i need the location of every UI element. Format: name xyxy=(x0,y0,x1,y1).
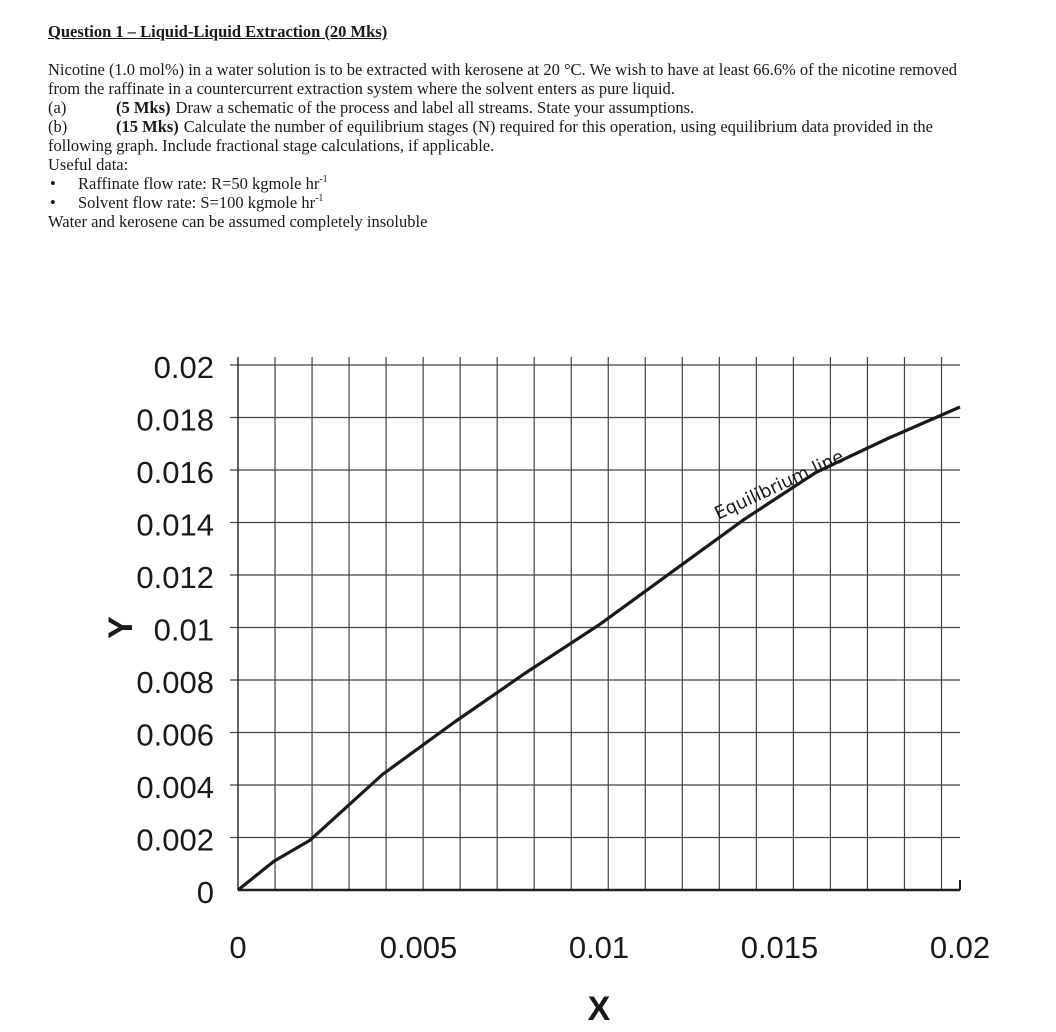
part-b-marks: (15 Mks) xyxy=(116,117,179,136)
x-tick-label: 0.01 xyxy=(568,930,630,965)
x-tick-label: 0.02 xyxy=(929,930,991,965)
useful-data-text: Raffinate flow rate: R=50 kgmole hr xyxy=(78,174,320,193)
part-b xyxy=(48,117,983,155)
part-b-text: Calculate the number of equilibrium stages (N) required for this operation, using equilibrium data provided in the following graph. Include fractional stage calculations, if applicable. xyxy=(48,117,933,155)
question-intro: Nicotine (1.0 mol%) in a water solution is to be extracted with kerosene at 20 °C. We wish to have at least 66.6% of the nicotine removed from the raffinate in a countercurrent extraction system where the solvent enters as pure liquid. xyxy=(48,60,958,98)
part-a xyxy=(48,98,983,117)
useful-data-heading: Useful data: xyxy=(48,155,129,174)
y-tick-label: 0.006 xyxy=(136,717,214,753)
bullet-icon: • xyxy=(50,193,56,212)
question-title: Question 1 – Liquid-Liquid Extraction (20 Mks) xyxy=(48,22,388,41)
equilibrium-line-annotation: Equilibrium line xyxy=(711,446,848,525)
equilibrium-line xyxy=(238,407,960,890)
useful-data-sup: -1 xyxy=(315,192,324,204)
y-tick-label: 0.018 xyxy=(136,402,214,438)
useful-data-list xyxy=(48,174,983,212)
y-tick-label: 0.004 xyxy=(136,770,214,805)
useful-data-sup: -1 xyxy=(319,173,328,185)
x-tick-label: 0 xyxy=(229,930,247,965)
y-tick-label: 0.014 xyxy=(136,507,214,543)
question-document xyxy=(48,22,983,231)
x-tick-label: 0.015 xyxy=(740,930,819,965)
y-tick-label: 0.012 xyxy=(136,560,214,595)
note: Water and kerosene can be assumed completely insoluble xyxy=(48,212,428,231)
part-a-text: Draw a schematic of the process and label all streams. State your assumptions. xyxy=(175,98,695,117)
useful-data-item xyxy=(48,193,983,212)
useful-data-item xyxy=(48,174,983,193)
y-tick-label: 0.02 xyxy=(153,350,214,385)
x-axis-label: X xyxy=(587,990,611,1028)
part-b-label: (b) xyxy=(48,117,68,136)
y-tick-label: 0 xyxy=(196,875,214,910)
useful-data-text: Solvent flow rate: S=100 kgmole hr xyxy=(78,193,316,212)
y-tick-label: 0.016 xyxy=(136,455,214,490)
part-a-label: (a) xyxy=(48,98,67,117)
y-tick-label: 0.01 xyxy=(153,612,214,648)
y-tick-label: 0.002 xyxy=(136,822,214,858)
equilibrium-chart xyxy=(0,330,1056,1030)
y-tick-label: 0.008 xyxy=(136,665,214,700)
x-tick-label: 0.005 xyxy=(379,930,458,965)
part-a-marks: (5 Mks) xyxy=(116,98,171,117)
bullet-icon: • xyxy=(50,174,56,193)
y-axis-label: Y xyxy=(102,616,140,639)
